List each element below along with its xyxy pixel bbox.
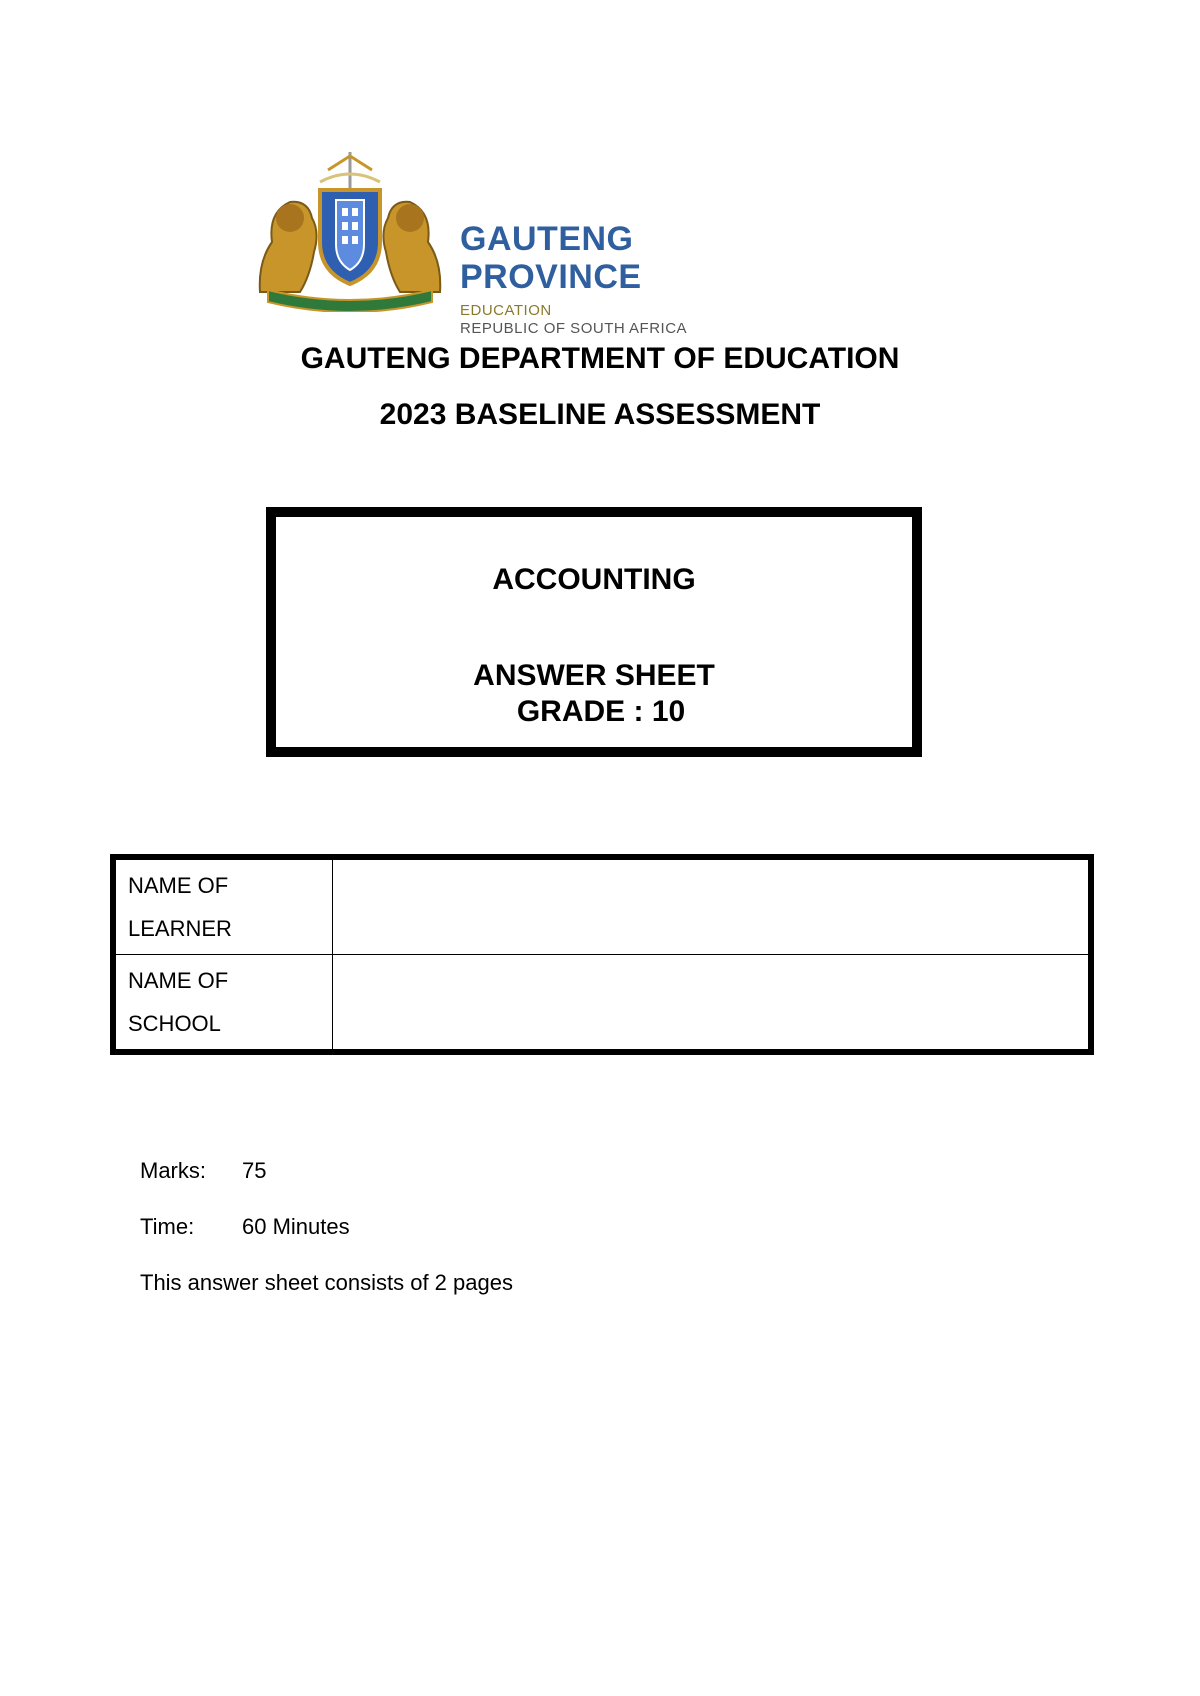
learner-name-field[interactable] [333, 857, 1092, 955]
table-row [113, 955, 1091, 1053]
school-name-field[interactable] [333, 955, 1092, 1053]
grade-label: GRADE : 10 [516, 695, 686, 728]
learner-name-label: NAME OF LEARNER [113, 857, 333, 955]
department-heading: GAUTENG DEPARTMENT OF EDUCATION [300, 342, 900, 375]
title-box [266, 507, 922, 757]
school-name-label: NAME OF SCHOOL [113, 955, 333, 1053]
gauteng-province-logo [250, 152, 790, 337]
time-line [140, 1214, 350, 1240]
marks-value: 75 [242, 1158, 267, 1183]
logo-title: GAUTENG PROVINCE [460, 220, 642, 296]
table-row [113, 857, 1091, 955]
assessment-heading: 2023 BASELINE ASSESSMENT [379, 398, 821, 431]
pages-note: This answer sheet consists of 2 pages [140, 1270, 513, 1295]
logo-country: REPUBLIC OF SOUTH AFRICA [460, 320, 688, 337]
answer-sheet-label: ANSWER SHEET [473, 659, 715, 692]
coat-of-arms-icon [250, 152, 450, 312]
learner-info-table [110, 854, 1094, 1055]
time-label: Time: [140, 1214, 195, 1239]
logo-text [460, 220, 790, 338]
marks-line [140, 1158, 266, 1184]
time-value: 60 Minutes [242, 1214, 350, 1239]
subject-title: ACCOUNTING [492, 563, 696, 596]
marks-label: Marks: [140, 1158, 206, 1183]
logo-subtitle: EDUCATION [460, 302, 552, 319]
